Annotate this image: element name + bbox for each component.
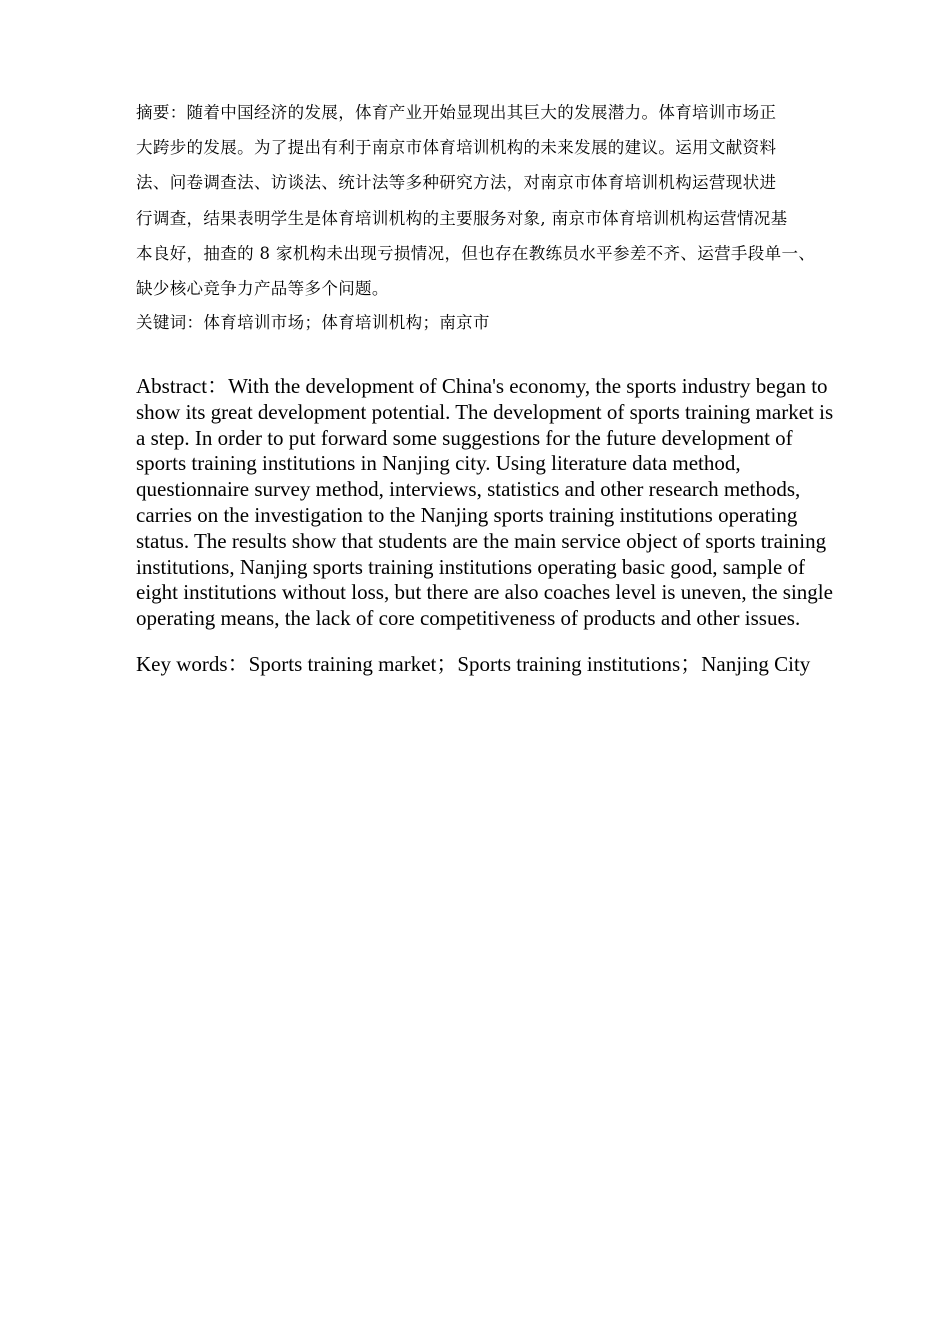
english-abstract-line: a step. In order to put forward some suggestions for the future development of [136,425,793,450]
english-abstract [136,374,896,632]
english-abstract-line: institutions, Nanjing sports training institutions operating basic good, sample of [136,554,806,579]
chinese-abstract-line: 本良好，抽查的 8 家机构未出现亏损情况，但也存在教练员水平参差不齐、运营手段单一、 [136,243,816,263]
chinese-keywords: 关键词：体育培训市场；体育培训机构；南京市 [136,313,490,332]
english-abstract-line: carries on the investigation to the Nanjing sports training institutions operating [136,502,798,527]
english-abstract-line: operating means, the lack of core competitiveness of products and other issues. [136,606,801,631]
english-abstract-line: show its great development potential. The development of sports training market is [136,399,834,424]
chinese-abstract-line: 缺少核心竞争力产品等多个问题。 [136,279,389,299]
chinese-abstract-line: 摘要：随着中国经济的发展，体育产业开始显现出其巨大的发展潜力。体育培训市场正 [136,103,777,122]
chinese-abstract-line: 大跨步的发展。为了提出有利于南京市体育培训机构的未来发展的建议。运用文献资料 [136,138,777,158]
chinese-abstract-line: 法、问卷调查法、访谈法、统计法等多种研究方法，对南京市体育培训机构运营现状进 [136,173,777,193]
english-keywords: Key words：Sports training market；Sports training institutions；Nanjing City [136,652,811,676]
english-abstract-line: status. The results show that students are the main service object of sports training [136,528,827,553]
english-abstract-line: questionnaire survey method, interviews, statistics and other research methods, [136,477,801,502]
english-abstract-line: eight institutions without loss, but there are also coaches level is uneven, the single [136,580,833,605]
chinese-abstract-line: 行调查，结果表明学生是体育培训机构的主要服务对象, 南京市体育培训机构运营情况基 [136,208,788,228]
chinese-abstract [136,95,896,306]
english-abstract-line: Abstract：With the development of China's economy, the sports industry began to [136,374,828,398]
english-abstract-line: sports training institutions in Nanjing city. Using literature data method, [136,451,741,476]
